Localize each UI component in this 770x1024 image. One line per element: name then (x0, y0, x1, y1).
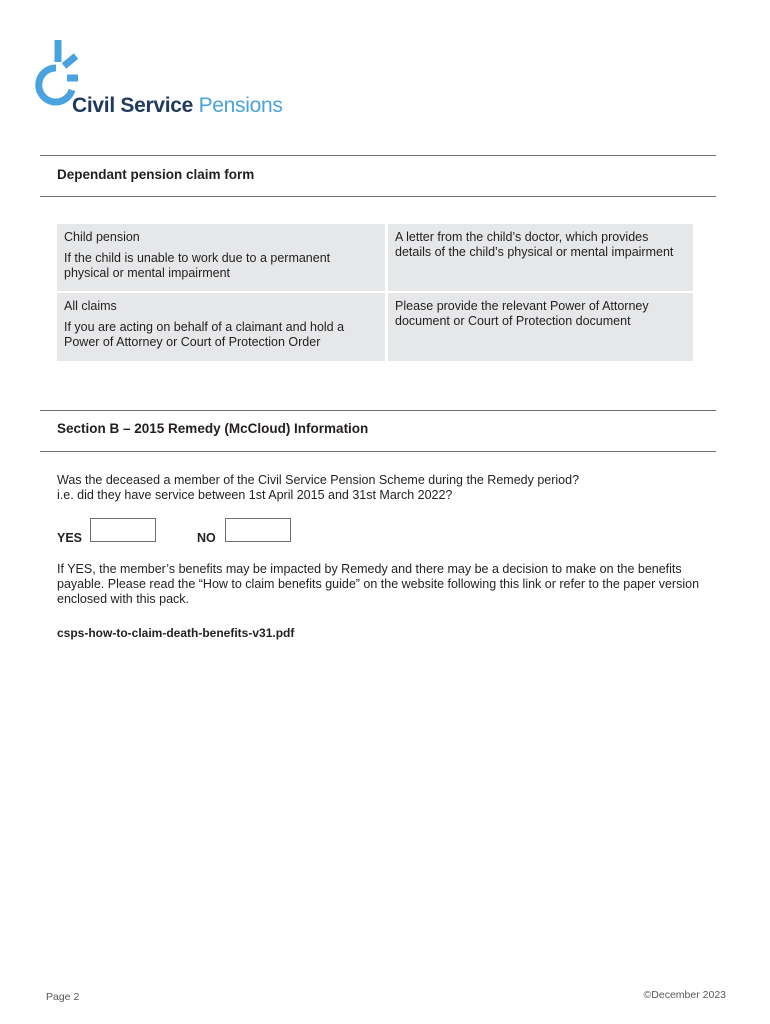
divider (40, 451, 716, 452)
yes-label: YES (57, 531, 83, 545)
table-cell-all-claims-doc (388, 293, 693, 361)
table-cell-child-pension-doc (388, 224, 693, 291)
cell-desc: If you are acting on behalf of a claimant and hold a Power of Attorney or Court of Protection Order (64, 320, 345, 349)
divider (40, 410, 716, 411)
section-b-title: Section B – 2015 Remedy (McCloud) Information (57, 421, 369, 436)
divider (40, 196, 716, 197)
cell-desc: A letter from the child’s doctor, which provides details of the child’s physical or mental impairment (395, 230, 674, 259)
table-cell-child-pension (57, 224, 385, 291)
cell-title: Child pension (64, 230, 140, 244)
remedy-question (57, 473, 697, 503)
question-line: i.e. did they have service between 1st April 2015 and 31st March 2022? (57, 488, 453, 502)
yes-checkbox[interactable] (90, 518, 156, 542)
cell-desc: Please provide the relevant Power of Attorney document or Court of Protection document (395, 299, 649, 328)
copyright: ©December 2023 (643, 989, 726, 1001)
form-title: Dependant pension claim form (57, 167, 255, 182)
cell-desc: If the child is unable to work due to a permanent physical or mental impairment (64, 251, 331, 280)
remedy-info-text: If YES, the member’s benefits may be impacted by Remedy and there may be a decision to make on the benefits payable. Please read the “How to claim benefits guide” on the website following this link or refer to the paper version enclosed with this pack. (57, 562, 700, 606)
divider (40, 155, 716, 156)
brand-wordmark (72, 94, 283, 118)
brand-pensions: Pensions (198, 94, 283, 117)
brand-civil-service: Civil Service (72, 94, 194, 117)
page-number: Page 2 (46, 991, 80, 1003)
cell-title: All claims (64, 299, 117, 313)
guide-link[interactable]: csps-how-to-claim-death-benefits-v31.pdf (57, 626, 295, 640)
table-cell-all-claims (57, 293, 385, 361)
question-line: Was the deceased a member of the Civil Service Pension Scheme during the Remedy period? (57, 473, 580, 487)
no-label: NO (197, 531, 216, 545)
no-checkbox[interactable] (225, 518, 291, 542)
